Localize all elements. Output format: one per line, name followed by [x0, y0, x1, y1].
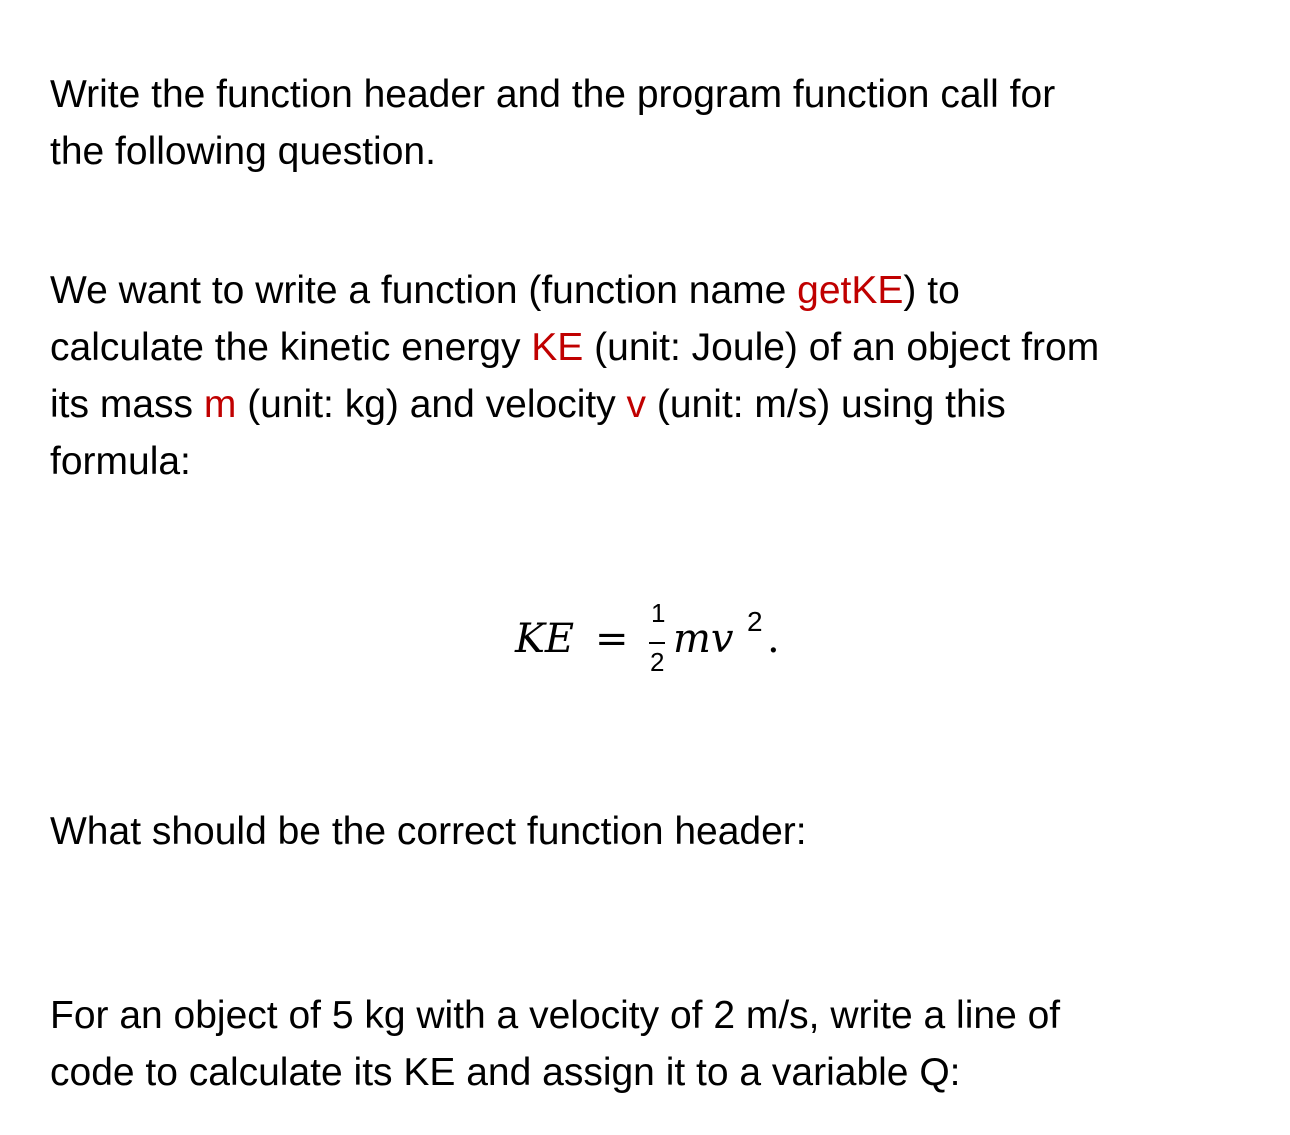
problem-text: (unit: kg) and velocity — [236, 383, 627, 426]
fraction-denominator: 2 — [650, 647, 665, 677]
instruction-paragraph — [50, 66, 1250, 180]
instruction-line-2: the following question. — [50, 130, 436, 173]
problem-text: We want to write a function (function name — [50, 269, 798, 312]
function-name: getKE — [797, 269, 904, 312]
question-function-call — [50, 987, 1250, 1101]
variable-ke: KE — [531, 326, 584, 369]
question-2-line-1: For an object of 5 kg with a velocity of 2 m/s, write a line of — [50, 994, 1061, 1037]
problem-paragraph — [50, 262, 1250, 490]
formula-exponent: 2 — [747, 606, 763, 637]
problem-text: calculate the kinetic energy — [50, 326, 532, 369]
problem-text: its mass — [50, 383, 204, 426]
fraction-numerator: 1 — [651, 598, 666, 628]
variable-m: m — [203, 383, 237, 426]
problem-text: (unit: Joule) of an object from — [583, 326, 1100, 369]
problem-text: ) to — [903, 269, 960, 312]
variable-v: v — [626, 383, 647, 426]
problem-text: formula: — [50, 440, 191, 483]
instruction-line-1: Write the function header and the program function call for — [50, 73, 1056, 116]
formula-fraction — [648, 598, 668, 688]
fraction-bar — [649, 642, 665, 644]
formula-rhs: mv — [673, 616, 734, 662]
formula-equals: = — [595, 616, 629, 662]
question-2-line-2: code to calculate its KE and assign it to a variable Q: — [50, 1051, 961, 1094]
question-1-text: What should be the correct function header: — [50, 810, 807, 853]
formula-period: . — [767, 616, 780, 662]
formula-lhs: KE — [515, 616, 575, 662]
question-function-header — [50, 803, 1250, 860]
problem-text: (unit: m/s) using this — [646, 383, 1006, 426]
